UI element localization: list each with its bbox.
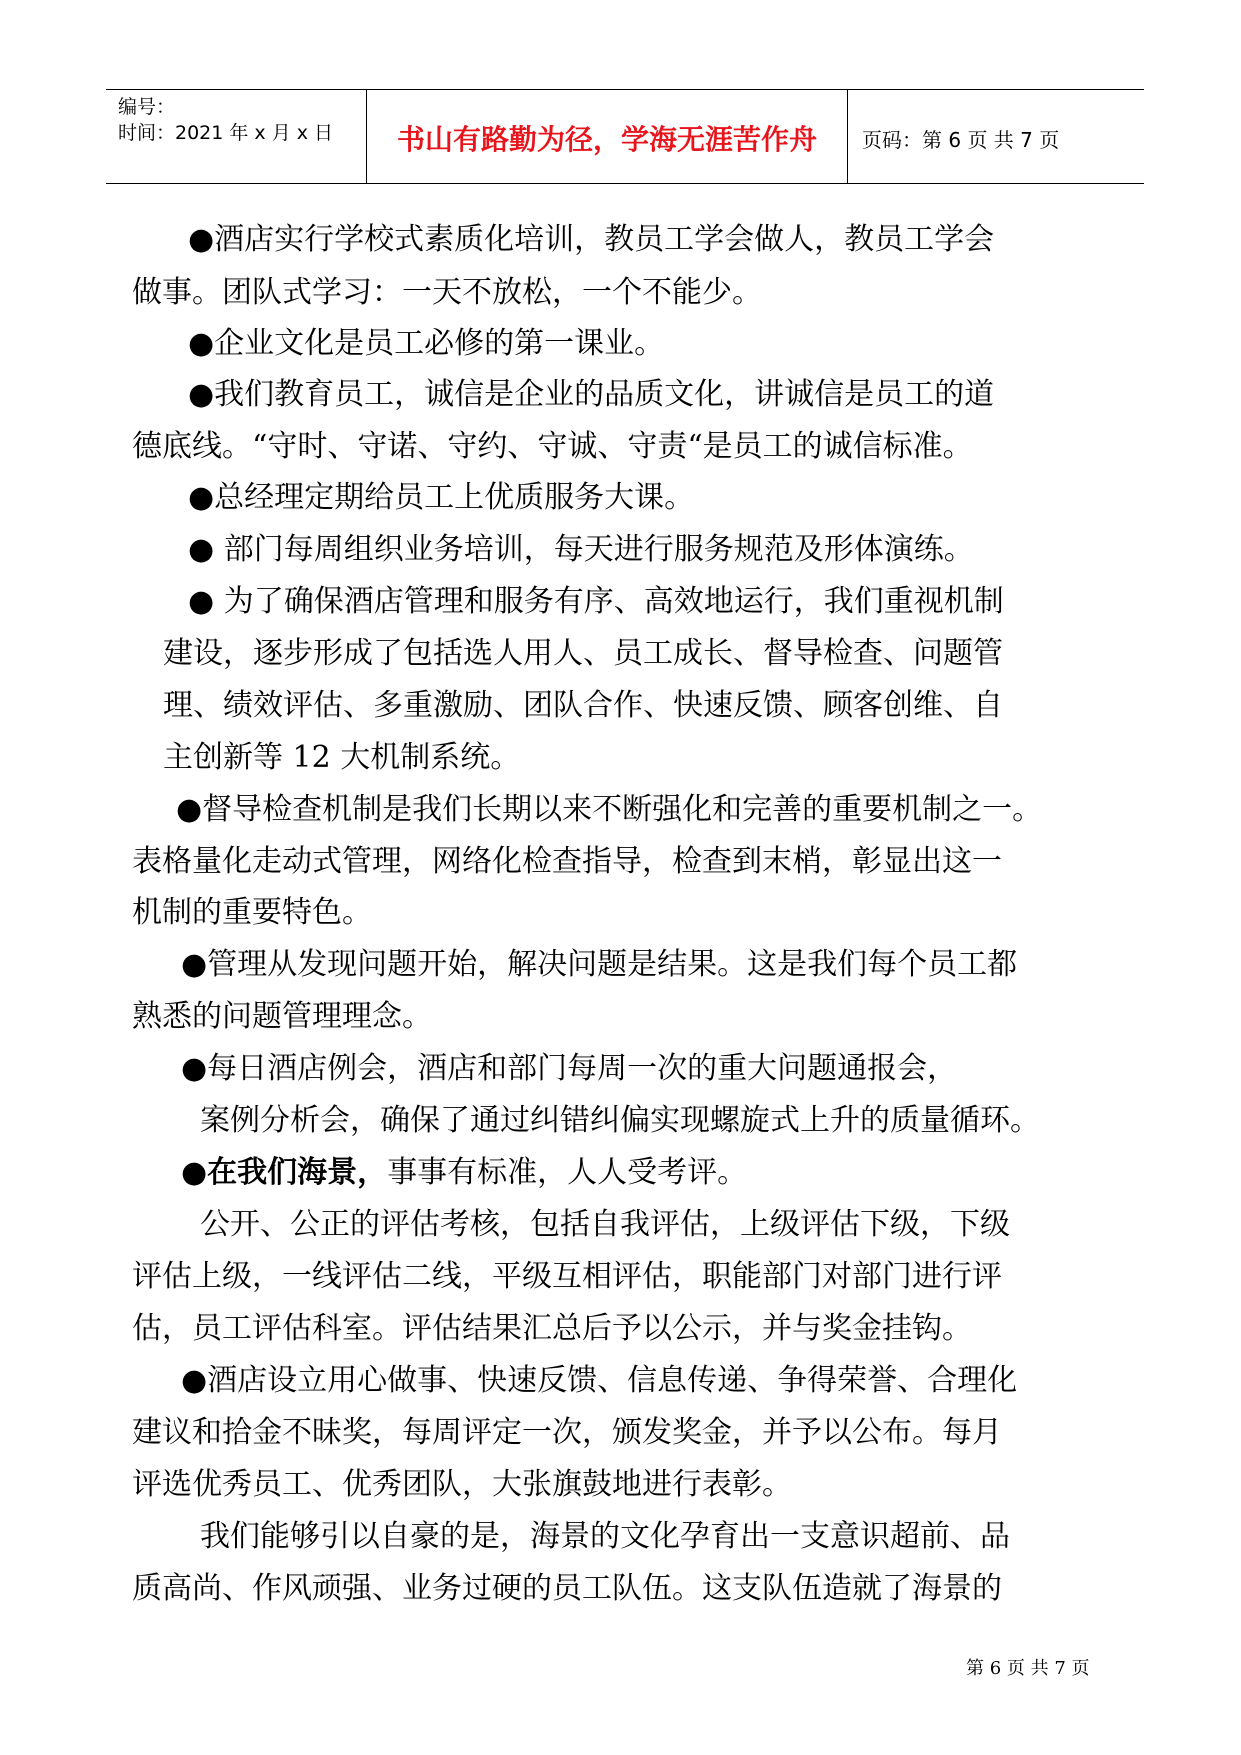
text-line: ●酒店设立用心做事、快速反馈、信息传递、争得荣誉、合理化	[181, 1363, 1018, 1398]
text-line: 德底线。“守时、守诺、守约、守诚、守责“是员工的诚信标准。	[132, 429, 973, 464]
text-line: 理、绩效评估、多重激励、团队合作、快速反馈、顾客创维、自	[163, 688, 1003, 723]
text-line: 表格量化走动式管理，网络化检查指导，检查到末梢，彰显出这一	[132, 844, 1002, 879]
text-line: 主创新等 12 大机制系统。	[163, 740, 521, 775]
header-page-number: 页码：第 6 页 共 7 页	[862, 128, 1060, 152]
header-motto-cell	[367, 90, 848, 183]
header-meta-cell	[106, 90, 367, 183]
text-line: ●总经理定期给员工上优质服务大课。	[188, 480, 695, 515]
bold-prefix: ●在我们海景，	[181, 1155, 388, 1190]
text-line	[181, 1153, 747, 1193]
document-number-label: 编号：	[118, 96, 176, 118]
text-line: ●酒店实行学校式素质化培训，教员工学会做人，教员工学会	[188, 222, 995, 257]
text-line: 建设，逐步形成了包括选人用人、员工成长、督导检查、问题管	[163, 636, 1003, 671]
text-line: ● 部门每周组织业务培训，每天进行服务规范及形体演练。	[188, 532, 974, 567]
document-time-label: 时间：2021 年 x 月 x 日	[118, 122, 334, 144]
text-line: 评估上级，一线评估二线，平级互相评估，职能部门对部门进行评	[132, 1259, 1002, 1294]
page-header	[106, 89, 1144, 184]
text-line: ●督导检查机制是我们长期以来不断强化和完善的重要机制之一。	[176, 792, 1043, 827]
text-span: 事事有标准，人人受考评。	[387, 1155, 748, 1190]
text-line: 熟悉的问题管理理念。	[132, 999, 432, 1034]
text-line: 我们能够引以自豪的是，海景的文化孕育出一支意识超前、品	[200, 1519, 1010, 1554]
text-line: ●每日酒店例会，酒店和部门每周一次的重大问题通报会，	[181, 1051, 958, 1086]
text-line: 评选优秀员工、优秀团队，大张旗鼓地进行表彰。	[132, 1467, 792, 1502]
text-line: ●企业文化是员工必修的第一课业。	[188, 326, 665, 361]
text-line: 机制的重要特色。	[132, 895, 372, 930]
text-line: 质高尚、作风顽强、业务过硬的员工队伍。这支队伍造就了海景的	[132, 1571, 1002, 1606]
text-line: ●我们教育员工，诚信是企业的品质文化，讲诚信是员工的道	[188, 377, 995, 412]
header-page-cell	[848, 90, 1144, 183]
page-footer: 第 6 页 共 7 页	[966, 1658, 1090, 1679]
text-line: 做事。团队式学习：一天不放松，一个不能少。	[132, 275, 762, 310]
text-line: 案例分析会，确保了通过纠错纠偏实现螺旋式上升的质量循环。	[200, 1103, 1040, 1138]
header-motto: 书山有路勤为径，学海无涯苦作舟	[396, 123, 817, 156]
text-line: 建议和拾金不昧奖，每周评定一次，颁发奖金，并予以公布。每月	[132, 1415, 1002, 1450]
text-line: ● 为了确保酒店管理和服务有序、高效地运行，我们重视机制	[188, 584, 1004, 619]
text-line: 估，员工评估科室。评估结果汇总后予以公示，并与奖金挂钩。	[132, 1311, 972, 1346]
text-line: ●管理从发现问题开始，解决问题是结果。这是我们每个员工都	[181, 947, 1018, 982]
text-line: 公开、公正的评估考核，包括自我评估，上级评估下级，下级	[200, 1207, 1010, 1242]
